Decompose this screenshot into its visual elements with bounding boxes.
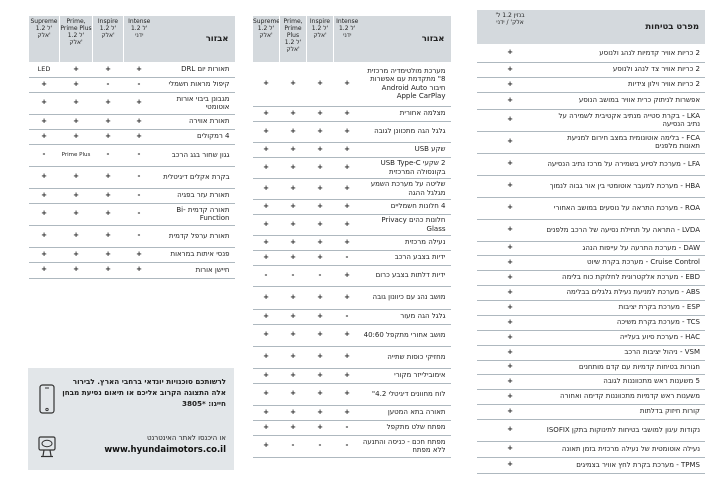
feature-value: + xyxy=(334,121,361,142)
feature-value: + xyxy=(307,368,334,383)
feature-value: + xyxy=(307,157,334,178)
feature-value: + xyxy=(477,419,543,441)
feature-value: + xyxy=(60,114,93,129)
feature-value: + xyxy=(253,250,280,265)
feature-value: + xyxy=(60,247,93,262)
feature-label: פנסי איתות במראות xyxy=(155,247,235,262)
table-row xyxy=(29,188,235,203)
feature-value: + xyxy=(280,157,307,178)
feature-label: ROA - מערכת התראה על נוסעים במושב האחורי xyxy=(543,197,705,219)
feature-value: + xyxy=(60,62,93,77)
table-row xyxy=(477,109,705,131)
feature-value: + xyxy=(334,157,361,178)
feature-value: + xyxy=(307,199,334,214)
feature-value: + xyxy=(60,166,93,188)
feature-value: + xyxy=(477,241,543,255)
feature-value: + xyxy=(477,62,543,77)
feature-label: אפשרות לניתוק כרית אוויר במושב הנוסע xyxy=(543,92,705,109)
feature-value: - xyxy=(307,435,334,457)
feature-value: - xyxy=(124,166,155,188)
trim-header-prime: Prime, Prime Plus 1.2 ל' אלק' xyxy=(280,16,307,62)
feature-value: - xyxy=(334,250,361,265)
feature-value: + xyxy=(280,368,307,383)
feature-label: קיפול מראות חשמלי xyxy=(155,77,235,92)
feature-label: קורות חיזוק בדלתות xyxy=(543,404,705,419)
trim-header-supreme-left: Supreme 1.2 ל' אלק' xyxy=(29,16,60,62)
feature-value: + xyxy=(93,166,124,188)
feature-value: - xyxy=(124,144,155,166)
feature-value: + xyxy=(93,225,124,247)
feature-value: + xyxy=(253,157,280,178)
table-row xyxy=(477,175,705,197)
table-row xyxy=(477,241,705,255)
feature-value: + xyxy=(29,92,60,114)
feature-label: 4 רמקולים xyxy=(155,129,235,144)
table-row xyxy=(477,315,705,330)
feature-value: + xyxy=(93,114,124,129)
feature-value: + xyxy=(477,44,543,62)
feature-value: + xyxy=(477,389,543,404)
feature-value: + xyxy=(477,330,543,345)
trim-header-intense: Intense 1.2 ל' ידני xyxy=(334,16,361,62)
table-row xyxy=(477,255,705,270)
feature-label: גלגל הגה מעור xyxy=(361,309,451,324)
safety-spec-table xyxy=(477,10,705,474)
feature-value: - xyxy=(280,435,307,457)
table-row xyxy=(477,285,705,300)
feature-value: + xyxy=(477,360,543,374)
feature-label: אימובילייזר מקורי xyxy=(361,368,451,383)
feature-value: + xyxy=(280,405,307,420)
table-row xyxy=(253,121,451,142)
feature-value: + xyxy=(334,346,361,368)
feature-label: ידיות בצבע הרכב xyxy=(361,250,451,265)
trim-header-intense-left: Intense 1.2 ל' ידני xyxy=(124,16,155,62)
feature-label: ידיות דלתות בצבע כרום xyxy=(361,265,451,286)
safety-header: מפרט בטיחות xyxy=(543,10,705,44)
feature-label: 2 כריות אוויר וילון צידיות xyxy=(543,77,705,92)
feature-label: תאורת ערפל קדמית xyxy=(155,225,235,247)
feature-value: - xyxy=(124,188,155,203)
feature-value: + xyxy=(29,77,60,92)
feature-label: לוח מחוונים דיגיטלי 4.2" xyxy=(361,383,451,405)
table-row xyxy=(29,203,235,225)
feature-value: + xyxy=(334,368,361,383)
table-row xyxy=(253,250,451,265)
table-row xyxy=(253,142,451,157)
feature-label: נעילה מרכזית xyxy=(361,235,451,250)
feature-value: + xyxy=(280,106,307,121)
feature-label: LFA - מערכת לסיוע בשמירה על מרכז נתיב הנסיעה xyxy=(543,153,705,175)
feature-value: - xyxy=(334,435,361,457)
table-row xyxy=(253,235,451,250)
feature-value: + xyxy=(253,420,280,435)
feature-label: TCS - מערכת בקרת משיכה xyxy=(543,315,705,330)
feature-value: + xyxy=(29,114,60,129)
table-row xyxy=(29,77,235,92)
feature-label: תאורה קדמית Bi-Function xyxy=(155,203,235,225)
safety-trim-header: בנזין 1.2 ל' אלק' / ידני xyxy=(477,10,543,44)
table-row xyxy=(29,144,235,166)
feature-value: + xyxy=(93,62,124,77)
feature-value: + xyxy=(253,405,280,420)
table-row xyxy=(477,197,705,219)
feature-value: + xyxy=(29,203,60,225)
feature-label: HBA - מערכת למעבר אוטומטי בין אור גבוה לנמוך xyxy=(543,175,705,197)
feature-value: - xyxy=(93,144,124,166)
feature-value: + xyxy=(307,121,334,142)
feature-label: מושב אחורי מתקפל 40:60 xyxy=(361,324,451,346)
table-row xyxy=(477,131,705,153)
feature-value: + xyxy=(477,300,543,315)
feature-value: + xyxy=(477,441,543,457)
feature-label: חיישן אורות xyxy=(155,262,235,278)
table-row xyxy=(29,262,235,278)
table-row xyxy=(477,457,705,473)
feature-value: + xyxy=(280,346,307,368)
feature-value: + xyxy=(280,214,307,235)
feature-label: 2 כריות אוויר קדמיות לנהג ולנוסע xyxy=(543,44,705,62)
feature-value: + xyxy=(29,129,60,144)
feature-value: + xyxy=(253,199,280,214)
feature-value: + xyxy=(124,92,155,114)
feature-value: + xyxy=(280,235,307,250)
feature-value: + xyxy=(280,286,307,309)
table-row xyxy=(477,345,705,360)
feature-value: + xyxy=(93,247,124,262)
feature-label: TPMS - מערכת בקרת לחץ אוויר בצמיגים xyxy=(543,457,705,473)
feature-value: + xyxy=(280,178,307,199)
feature-label: 2 כריות אוויר צד לנהג ולנוסע xyxy=(543,62,705,77)
feature-label: מושב נהג עם כיוונון גובה xyxy=(361,286,451,309)
feature-label: גלגל הגה מתכוונן לגובה xyxy=(361,121,451,142)
hyundai-logo-icon xyxy=(38,436,56,458)
feature-label: גגון שחור בגג הרכב xyxy=(155,144,235,166)
feature-value: - xyxy=(334,309,361,324)
feature-value: + xyxy=(307,346,334,368)
table-row xyxy=(253,62,451,106)
table-row xyxy=(29,225,235,247)
feature-label: מגבונן ביבוי אורות אוטומטי xyxy=(155,92,235,114)
feature-value: Prime Plus xyxy=(60,144,93,166)
feature-value: - xyxy=(93,77,124,92)
feature-value: + xyxy=(477,457,543,473)
feature-value: + xyxy=(93,129,124,144)
feature-value: + xyxy=(93,262,124,278)
feature-label: מחזיקי כוסות שתייה xyxy=(361,346,451,368)
feature-value: + xyxy=(334,324,361,346)
feature-value: + xyxy=(93,203,124,225)
feature-value: + xyxy=(29,247,60,262)
table-row xyxy=(29,62,235,77)
equipment-table-left xyxy=(28,16,235,279)
feature-value: + xyxy=(93,188,124,203)
feature-value: + xyxy=(477,175,543,197)
feature-value: - xyxy=(124,203,155,225)
feature-value: + xyxy=(60,188,93,203)
feature-value: + xyxy=(253,106,280,121)
feature-value: + xyxy=(307,250,334,265)
feature-value: + xyxy=(307,286,334,309)
feature-value: + xyxy=(60,225,93,247)
trim-header-inspire: Inspire 1.2 ל' אלק' xyxy=(307,16,334,62)
feature-value: + xyxy=(253,346,280,368)
feature-label: 5 משענות ראש מתכווננות לגובה xyxy=(543,374,705,389)
feature-label: שקע USB xyxy=(361,142,451,157)
table-row xyxy=(477,300,705,315)
table-row xyxy=(253,324,451,346)
feature-value: + xyxy=(477,285,543,300)
feature-value: - xyxy=(29,144,60,166)
equipment-header-left: אבזור xyxy=(155,16,235,62)
table-row xyxy=(253,265,451,286)
feature-label: EBD - מערכת אלקטרונית לחלוקת כוח בלימה xyxy=(543,270,705,285)
trim-header-supreme: Supreme 1.2 ל' אלק' xyxy=(253,16,280,62)
feature-label: 2 שקעי USB Type-C בקונסולה המרכזית xyxy=(361,157,451,178)
website-link[interactable]: www.hyundaimotors.co.il xyxy=(104,445,226,455)
trim-header-prime-left: Prime, Prime Plus 1.2 ל' אלק' xyxy=(60,16,93,62)
feature-value: + xyxy=(280,121,307,142)
feature-label: תאורת אווירה xyxy=(155,114,235,129)
feature-value: + xyxy=(307,62,334,106)
table-row xyxy=(477,360,705,374)
feature-value: + xyxy=(307,142,334,157)
feature-value: + xyxy=(334,62,361,106)
feature-value: + xyxy=(334,405,361,420)
feature-value: + xyxy=(334,199,361,214)
table-row xyxy=(253,106,451,121)
feature-value: + xyxy=(307,324,334,346)
feature-value: + xyxy=(477,197,543,219)
equipment-table-middle xyxy=(252,16,451,458)
feature-label: Cruise Control - מערכת בקרת שיוט xyxy=(543,255,705,270)
feature-value: - xyxy=(307,265,334,286)
feature-value: + xyxy=(280,250,307,265)
table-row xyxy=(253,214,451,235)
feature-value: + xyxy=(60,262,93,278)
feature-label: מערכת מולטימדיה מרכזית 8" מתקדמת עם אפשרות חיבור Android Auto Apple CarPlay xyxy=(361,62,451,106)
table-row xyxy=(477,374,705,389)
table-row xyxy=(253,157,451,178)
feature-value: + xyxy=(124,262,155,278)
feature-value: - xyxy=(124,225,155,247)
feature-value: + xyxy=(124,129,155,144)
feature-value: + xyxy=(253,286,280,309)
feature-label: LVDA - התראה על תחילת נסיעה של הרכב מלפנים xyxy=(543,219,705,241)
feature-value: + xyxy=(29,262,60,278)
feature-value: + xyxy=(253,62,280,106)
feature-value: + xyxy=(334,214,361,235)
feature-value: - xyxy=(253,265,280,286)
feature-value: + xyxy=(280,62,307,106)
feature-value: - xyxy=(334,420,361,435)
dealer-info-message: לרשותכם סוכנויות יונדאי ברחבי הארץ. לבירור אלה התצוגה הקרוב אליכם או תיאום נסיעת מבחן חייגו: xyxy=(62,377,226,408)
feature-label: משענות ראש קדמיות מתכווננות קדימה ואחורה xyxy=(543,389,705,404)
feature-value: + xyxy=(29,188,60,203)
table-row xyxy=(253,420,451,435)
feature-value: + xyxy=(60,77,93,92)
feature-value: + xyxy=(477,109,543,131)
feature-value: + xyxy=(253,368,280,383)
feature-value: + xyxy=(307,420,334,435)
feature-value: + xyxy=(253,214,280,235)
table-row xyxy=(29,166,235,188)
feature-value: + xyxy=(477,404,543,419)
table-row xyxy=(477,92,705,109)
feature-label: FCA - בלימה אוטונומית במצב חירום למניעת תאונות מלפנים xyxy=(543,131,705,153)
feature-value: + xyxy=(477,315,543,330)
feature-value: + xyxy=(29,225,60,247)
feature-label: תאורה בתא המטען xyxy=(361,405,451,420)
table-row xyxy=(477,404,705,419)
feature-value: + xyxy=(253,309,280,324)
feature-value: + xyxy=(280,142,307,157)
dealer-phone-number[interactable]: *3805 xyxy=(181,399,206,408)
table-row xyxy=(253,346,451,368)
feature-label: מצלמה אחורית xyxy=(361,106,451,121)
feature-value: + xyxy=(307,383,334,405)
feature-value: + xyxy=(307,309,334,324)
feature-label: חגורות בטיחות קדמיות עם קדם מותחנים xyxy=(543,360,705,374)
feature-value: + xyxy=(334,235,361,250)
table-row xyxy=(477,441,705,457)
feature-label: תאורות יום DRL xyxy=(155,62,235,77)
feature-value: + xyxy=(334,286,361,309)
feature-value: + xyxy=(280,309,307,324)
feature-value: + xyxy=(29,166,60,188)
feature-label: מפתח חכם - כניסה והתנעה ללא מפתח xyxy=(361,435,451,457)
table-row xyxy=(477,44,705,62)
feature-value: + xyxy=(280,324,307,346)
table-row xyxy=(253,178,451,199)
table-row xyxy=(253,309,451,324)
feature-label: נעילה אוטומטית של נעילה מרכזית בזמן תאונה xyxy=(543,441,705,457)
feature-value: + xyxy=(253,142,280,157)
feature-value: + xyxy=(477,255,543,270)
feature-label: שליטה על מערכת השמע מגלגל ההגה xyxy=(361,178,451,199)
table-row xyxy=(253,286,451,309)
table-row xyxy=(253,199,451,214)
feature-value: + xyxy=(60,129,93,144)
feature-value: + xyxy=(124,247,155,262)
smartphone-icon xyxy=(38,384,56,414)
feature-value: + xyxy=(280,420,307,435)
feature-value: + xyxy=(253,324,280,346)
table-row xyxy=(477,153,705,175)
feature-value: + xyxy=(477,219,543,241)
dealer-info-box xyxy=(28,368,234,470)
feature-value: + xyxy=(477,270,543,285)
table-row xyxy=(29,92,235,114)
feature-value: + xyxy=(253,383,280,405)
feature-value: + xyxy=(307,214,334,235)
feature-value: + xyxy=(477,153,543,175)
feature-value: + xyxy=(334,178,361,199)
feature-label: חלונות כהים Privacy Glass xyxy=(361,214,451,235)
feature-label: נקודות עיגון למושבי בטיחות לתינוקות בתקן ISOFIX xyxy=(543,419,705,441)
feature-label: תאורת עזר בפגיה xyxy=(155,188,235,203)
table-row xyxy=(29,129,235,144)
feature-value: + xyxy=(307,235,334,250)
website-prompt: או היכנסו לאתר האינטרנט xyxy=(146,434,226,442)
table-row xyxy=(253,383,451,405)
feature-value: + xyxy=(307,405,334,420)
table-row xyxy=(477,419,705,441)
trim-header-inspire-left: Inspire 1.2 ל' אלק' xyxy=(93,16,124,62)
feature-value: + xyxy=(253,121,280,142)
table-row xyxy=(477,389,705,404)
feature-value: + xyxy=(477,77,543,92)
feature-value: + xyxy=(334,106,361,121)
feature-value: + xyxy=(477,92,543,109)
table-row xyxy=(253,405,451,420)
feature-value: + xyxy=(477,345,543,360)
feature-label: בקרת אקלים דיגיטלית xyxy=(155,166,235,188)
table-row xyxy=(253,368,451,383)
feature-value: + xyxy=(253,235,280,250)
table-row xyxy=(477,270,705,285)
feature-value: + xyxy=(60,203,93,225)
table-row xyxy=(477,62,705,77)
feature-value: + xyxy=(477,131,543,153)
table-row xyxy=(477,330,705,345)
feature-value: + xyxy=(334,383,361,405)
feature-label: מפתח שלט מתקפל xyxy=(361,420,451,435)
feature-value: + xyxy=(307,106,334,121)
table-row xyxy=(253,435,451,457)
feature-value: + xyxy=(280,383,307,405)
table-row xyxy=(29,247,235,262)
table-row xyxy=(477,219,705,241)
feature-value: + xyxy=(334,142,361,157)
feature-value: + xyxy=(280,199,307,214)
equipment-header-middle: אבזור xyxy=(361,16,451,62)
table-row xyxy=(477,77,705,92)
feature-label: LKA - בקרת סטייה מנתיב אקטיבית לשמירה על נתיב הנסיעה xyxy=(543,109,705,131)
feature-value: + xyxy=(93,92,124,114)
feature-value: + xyxy=(334,265,361,286)
feature-value: + xyxy=(477,374,543,389)
feature-value: + xyxy=(253,435,280,457)
feature-label: DAW - מערכת התרעה על עייפות הנהג xyxy=(543,241,705,255)
table-row xyxy=(29,114,235,129)
feature-value: LED xyxy=(29,62,60,77)
feature-value: - xyxy=(124,77,155,92)
feature-value: + xyxy=(307,178,334,199)
feature-value: + xyxy=(124,62,155,77)
feature-value: + xyxy=(253,178,280,199)
feature-label: ESP - מערכת בקרת יציבות xyxy=(543,300,705,315)
feature-label: VSM - ניהול יציבות הרכב xyxy=(543,345,705,360)
feature-label: ABS - מערכת למניעת נעילת גלגלים בבלימה xyxy=(543,285,705,300)
dealer-info-text xyxy=(60,376,226,409)
feature-label: 4 חלונות חשמליים xyxy=(361,199,451,214)
feature-value: + xyxy=(124,114,155,129)
feature-value: + xyxy=(60,92,93,114)
feature-label: HAC - מערכת סיוע בעלייה xyxy=(543,330,705,345)
feature-value: - xyxy=(280,265,307,286)
